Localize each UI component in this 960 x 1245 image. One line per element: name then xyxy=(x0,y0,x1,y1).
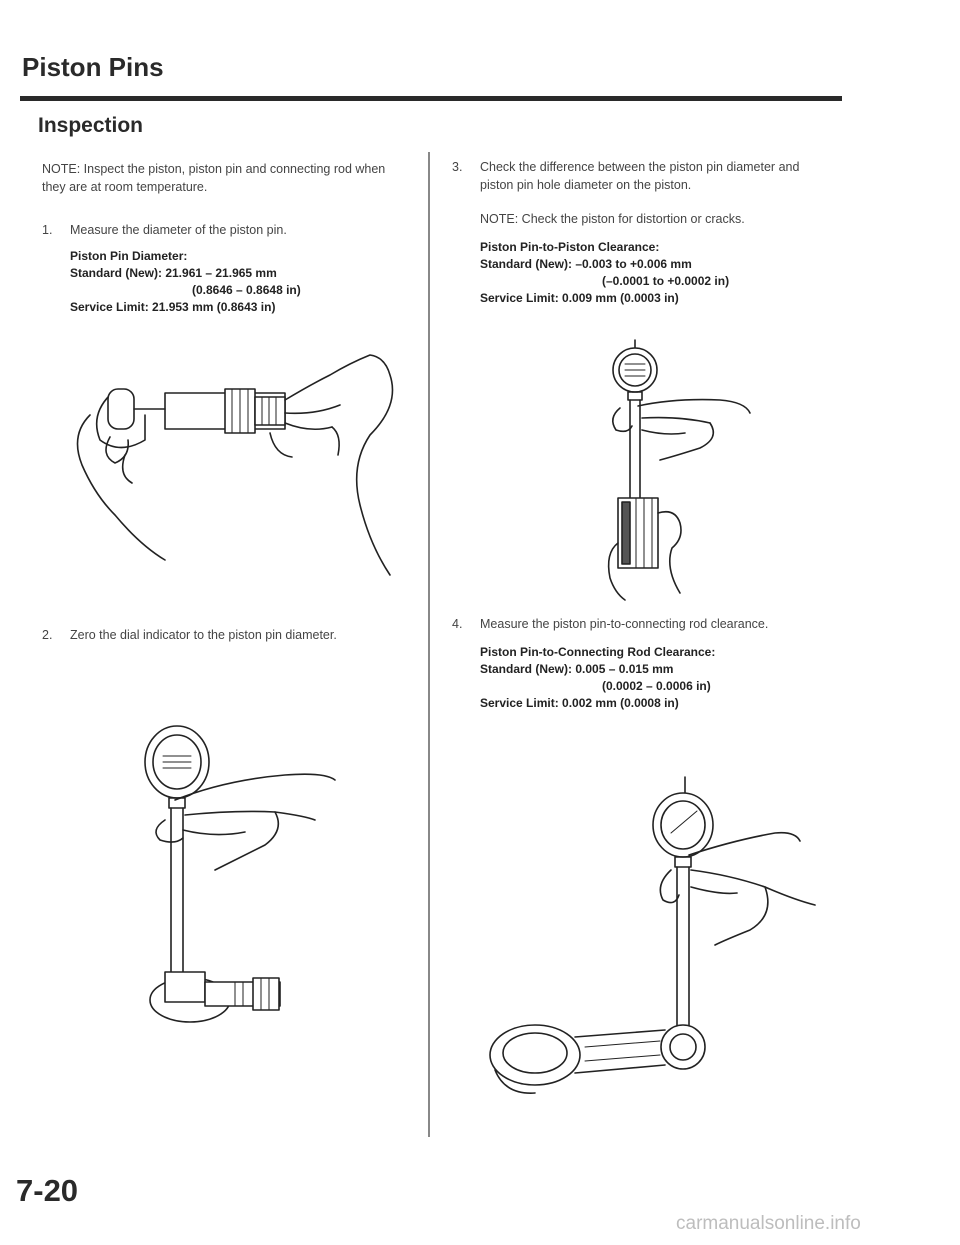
spec-pin-to-rod-clearance xyxy=(480,644,830,712)
spec-pin-to-piston-clearance xyxy=(480,239,830,307)
spec-standard-inches: (–0.0001 to +0.0002 in) xyxy=(602,274,730,288)
step-4 xyxy=(452,615,832,633)
step-number: 3. xyxy=(452,160,463,174)
page-title: Piston Pins xyxy=(22,52,164,82)
step-text: Check the difference between the piston pin diameter and piston pin hole diameter on the piston. xyxy=(480,160,800,192)
micrometer-illustration xyxy=(70,345,400,605)
step-number: 2. xyxy=(42,628,53,642)
section-heading: Inspection xyxy=(38,114,144,137)
connecting-rod-gauge-illustration xyxy=(475,775,835,1105)
step-number: 4. xyxy=(452,617,463,631)
dial-indicator-zeroing-illustration xyxy=(135,720,375,1060)
step-1 xyxy=(42,221,412,239)
bore-gauge-illustration xyxy=(580,338,760,603)
spec-title: Piston Pin Diameter: xyxy=(70,249,188,263)
page-number: 7-20 xyxy=(16,1173,79,1208)
source-watermark: carmanualsonline.info xyxy=(676,1213,861,1234)
spec-title: Piston Pin-to-Piston Clearance: xyxy=(480,240,660,254)
column-divider xyxy=(428,152,430,1137)
spec-standard-inches: (0.8646 – 0.8648 in) xyxy=(192,283,301,297)
step-text: Measure the piston pin-to-connecting rod clearance. xyxy=(480,617,769,631)
spec-service-limit: Service Limit: 0.009 mm (0.0003 in) xyxy=(480,291,679,305)
spec-standard-inches: (0.0002 – 0.0006 in) xyxy=(602,679,711,693)
step-2 xyxy=(42,626,422,644)
distortion-note: NOTE: Check the piston for distortion or cracks. xyxy=(480,212,745,226)
title-rule xyxy=(20,96,842,101)
spec-title: Piston Pin-to-Connecting Rod Clearance: xyxy=(480,645,716,659)
spec-service-limit: Service Limit: 0.002 mm (0.0008 in) xyxy=(480,696,679,710)
room-temperature-note: NOTE: Inspect the piston, piston pin and connecting rod when they are at room temperature. xyxy=(42,162,386,194)
spec-piston-pin-diameter xyxy=(70,248,420,316)
step-3 xyxy=(452,158,822,194)
spec-service-limit: Service Limit: 21.953 mm (0.8643 in) xyxy=(70,300,276,314)
step-text: Measure the diameter of the piston pin. xyxy=(70,223,287,237)
spec-standard: Standard (New): 0.005 – 0.015 mm xyxy=(480,662,674,676)
spec-standard: Standard (New): 21.961 – 21.965 mm xyxy=(70,266,277,280)
spec-standard: Standard (New): –0.003 to +0.006 mm xyxy=(480,257,692,271)
step-number: 1. xyxy=(42,223,53,237)
step-text: Zero the dial indicator to the piston pin diameter. xyxy=(70,628,337,642)
